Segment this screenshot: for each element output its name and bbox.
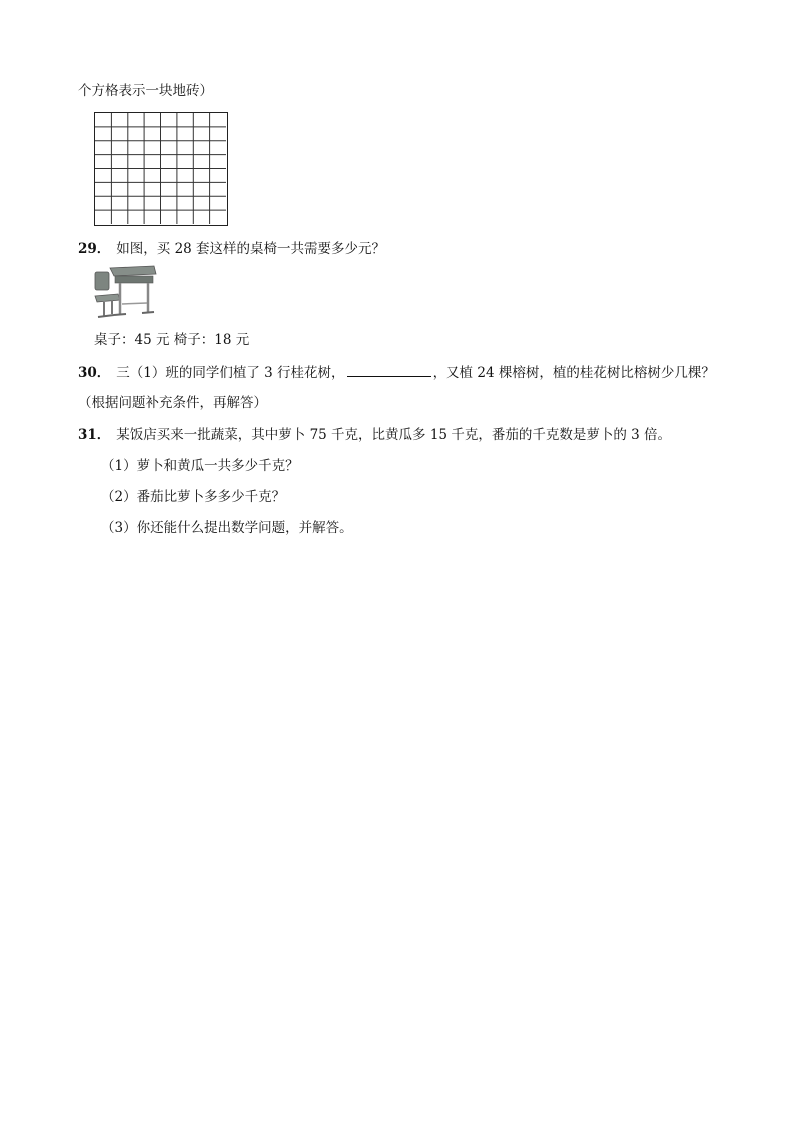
question-30 (78, 362, 715, 383)
question-31 (78, 425, 671, 445)
q29-number: 29． (78, 241, 111, 257)
q31-number: 31． (78, 427, 111, 443)
q28-continuation: 个方格表示一块地砖） (78, 83, 213, 99)
grid-lines (95, 113, 226, 224)
q31-sub1: （1）萝卜和黄瓜一共多少千克？ (101, 458, 299, 474)
q29-text: 如图，买 28 套这样的桌椅一共需要多少元？ (116, 241, 386, 257)
q30-number: 30． (78, 365, 111, 381)
q31-text: 某饭店买来一批蔬菜，其中萝卜 75 千克，比黄瓜多 15 千克，番茄的千克数是萝卜的 3 倍。 (116, 427, 671, 443)
q30-note: （根据问题补充条件，再解答） (78, 395, 267, 411)
q30-answer-blank[interactable] (347, 362, 431, 377)
q31-sub3: （3）你还能什么提出数学问题，并解答。 (101, 520, 353, 536)
tile-grid (94, 112, 228, 226)
q30-text-before: 三（1）班的同学们植了 3 行桂花树， (116, 365, 345, 381)
desk-chair-image (92, 264, 158, 322)
q30-text-after: ，又植 24 棵榕树，植的桂花树比榕树少几棵？ (432, 365, 715, 381)
q31-sub2: （2）番茄比萝卜多多少千克？ (101, 489, 286, 505)
q29-prices: 桌子：45 元 椅子：18 元 (94, 332, 250, 348)
question-29 (78, 239, 385, 259)
